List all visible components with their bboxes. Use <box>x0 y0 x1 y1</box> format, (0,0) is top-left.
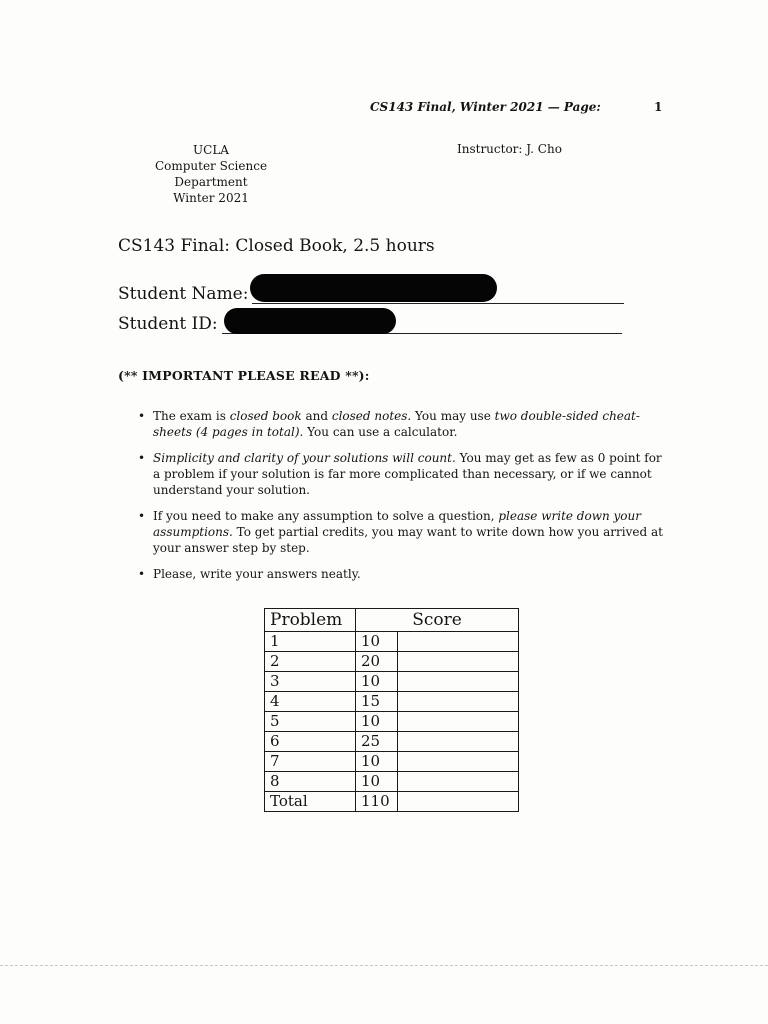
name-redaction <box>250 274 497 302</box>
problem-points: 10 <box>356 752 398 772</box>
table-row <box>265 632 519 652</box>
problem-points: 10 <box>356 632 398 652</box>
score-header: Score <box>356 609 519 632</box>
term: Winter 2021 <box>173 191 249 205</box>
problem-number: 8 <box>265 772 356 792</box>
total-score-cell[interactable] <box>398 792 519 812</box>
score-cell[interactable] <box>398 712 519 732</box>
score-cell[interactable] <box>398 652 519 672</box>
rule-item: • Simplicity and clarity of your solutions will count. You may get as few as 0 point for a problem if your solution is far more complicated than necessary, or if we cannot understand your solution. <box>138 450 664 498</box>
page-number: 1 <box>654 100 663 114</box>
table-row <box>265 732 519 752</box>
score-cell[interactable] <box>398 672 519 692</box>
important-heading: (** IMPORTANT PLEASE READ **): <box>118 368 370 383</box>
problem-header: Problem <box>265 609 356 632</box>
rule-item: • The exam is closed book and closed notes. You may use two double-sided cheat-sheets (4 pages in total). You can use a calculator. <box>138 408 664 440</box>
table-row <box>265 772 519 792</box>
problem-number: 4 <box>265 692 356 712</box>
scan-edge <box>0 965 768 966</box>
score-cell[interactable] <box>398 692 519 712</box>
instructor: Instructor: J. Cho <box>457 142 562 156</box>
problem-points: 25 <box>356 732 398 752</box>
department-name: Computer Science Department <box>154 159 268 189</box>
score-table-header <box>265 609 519 632</box>
student-id-line <box>222 316 622 334</box>
total-row <box>265 792 519 812</box>
problem-number: 1 <box>265 632 356 652</box>
problem-number: 2 <box>265 652 356 672</box>
score-cell[interactable] <box>398 752 519 772</box>
department-block <box>118 142 304 206</box>
rule-item: • If you need to make any assumption to solve a question, please write down your assumptions. To get partial credits, you may want to write down how you arrived at your answer step by step. <box>138 508 664 556</box>
problem-number: 5 <box>265 712 356 732</box>
student-name-field <box>118 284 624 304</box>
exam-title: CS143 Final: Closed Book, 2.5 hours <box>118 236 435 256</box>
student-name-label: Student Name: <box>118 284 249 304</box>
table-row <box>265 672 519 692</box>
school-name: UCLA <box>193 143 229 157</box>
rules-list <box>138 408 664 592</box>
problem-points: 20 <box>356 652 398 672</box>
score-table <box>264 608 519 812</box>
score-cell[interactable] <box>398 772 519 792</box>
student-id-label: Student ID: <box>118 314 218 334</box>
score-cell[interactable] <box>398 632 519 652</box>
problem-points: 15 <box>356 692 398 712</box>
id-redaction <box>224 308 396 334</box>
table-row <box>265 692 519 712</box>
table-row <box>265 752 519 772</box>
table-row <box>265 712 519 732</box>
student-name-line <box>252 286 624 304</box>
score-cell[interactable] <box>398 732 519 752</box>
student-id-field <box>118 314 622 334</box>
problem-points: 10 <box>356 712 398 732</box>
rule-item: • Please, write your answers neatly. <box>138 566 664 582</box>
problem-number: 7 <box>265 752 356 772</box>
problem-points: 10 <box>356 772 398 792</box>
problem-number: 6 <box>265 732 356 752</box>
problem-number: 3 <box>265 672 356 692</box>
table-row <box>265 652 519 672</box>
problem-points: 10 <box>356 672 398 692</box>
total-label: Total <box>265 792 356 812</box>
total-points: 110 <box>356 792 398 812</box>
running-head: CS143 Final, Winter 2021 — Page: <box>370 100 601 114</box>
